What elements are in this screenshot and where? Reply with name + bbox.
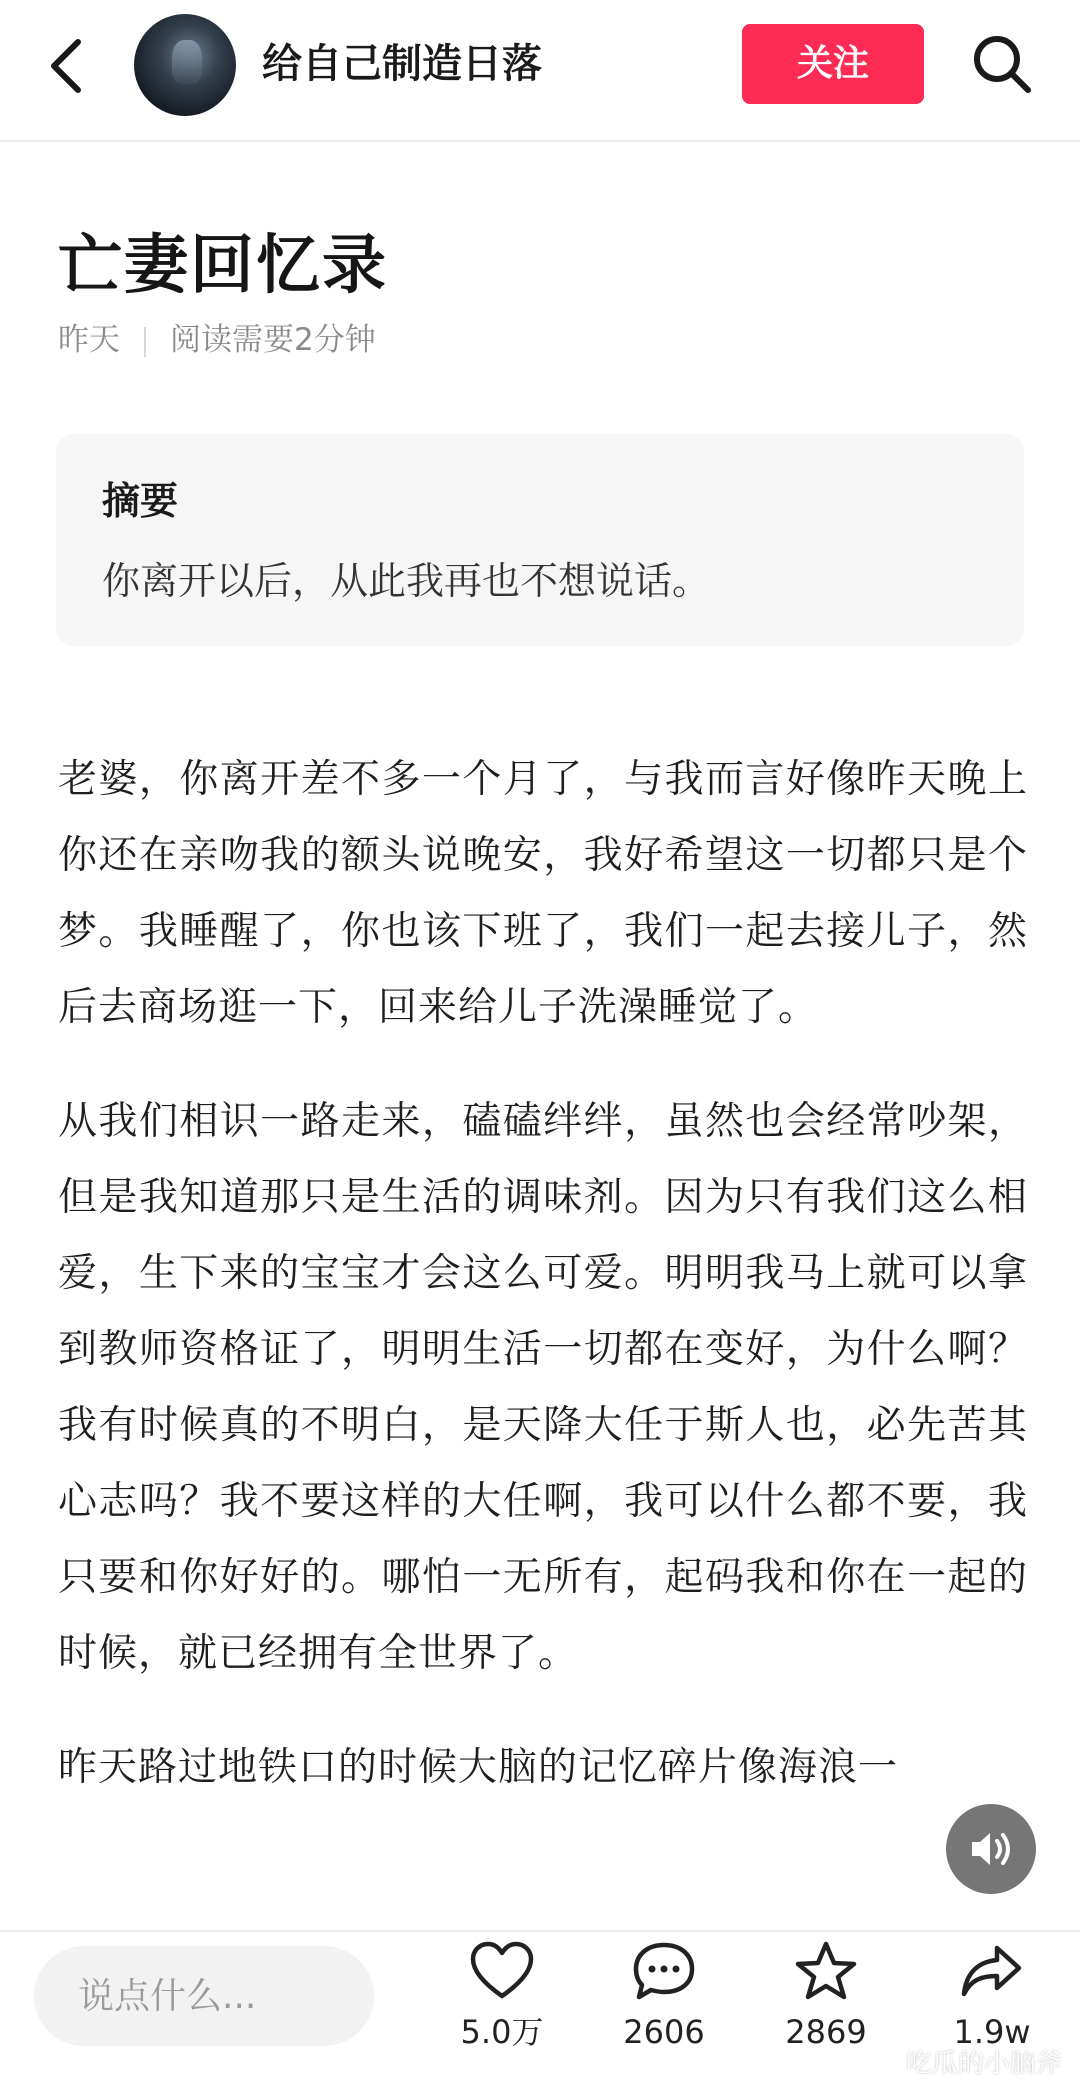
favorite-button[interactable] [761, 1940, 891, 2080]
watermark-text: 吃瓜的小脑斧 [905, 2049, 1062, 2079]
author-avatar[interactable] [134, 14, 236, 116]
summary-label: 摘要 [102, 479, 179, 523]
chevron-left-icon [44, 36, 92, 96]
like-count: 5.0万 [460, 2013, 544, 2051]
search-icon [968, 30, 1036, 98]
favorite-count: 2869 [785, 2013, 867, 2051]
article-body [58, 742, 1028, 1844]
meta-divider [144, 327, 146, 357]
star-icon [793, 1940, 859, 2002]
share-count: 1.9w [953, 2013, 1031, 2051]
read-time: 阅读需要2分钟 [170, 322, 376, 358]
comment-count: 2606 [623, 2013, 705, 2051]
bottom-action-bar [0, 1930, 1080, 2084]
comment-button[interactable] [599, 1940, 729, 2080]
article-title: 亡妻回忆录 [58, 229, 388, 303]
search-button[interactable] [968, 30, 1036, 98]
follow-button[interactable]: 关注 [742, 24, 924, 104]
like-button[interactable] [437, 1940, 567, 2080]
heart-icon [469, 1940, 535, 2002]
share-arrow-icon [959, 1940, 1025, 2002]
paragraph: 昨天路过地铁口的时候大脑的记忆碎片像海浪一 [58, 1745, 899, 1790]
audio-button[interactable] [946, 1804, 1036, 1894]
author-name[interactable]: 给自己制造日落 [262, 41, 542, 87]
paragraph: 老婆，你离开差不多一个月了，与我而言好像昨天晚上你还在亲吻我的额头说晚安，我好希望这一切都只是个梦。我睡醒了，你也该下班了，我们一起去接儿子，然后去商场逛一下，回来给儿子洗澡睡觉了。 [58, 757, 1028, 1030]
publish-date: 昨天 [58, 322, 120, 358]
summary-text: 你离开以后，从此我再也不想说话。 [102, 559, 711, 603]
comment-input[interactable] [34, 1946, 374, 2046]
comment-bubble-icon [631, 1940, 697, 2002]
article-meta [58, 318, 376, 362]
speaker-icon [946, 1804, 1036, 1894]
paragraph: 从我们相识一路走来，磕磕绊绊，虽然也会经常吵架，但是我知道那只是生活的调味剂。因为只有我们这么相爱，生下来的宝宝才会这么可爱。明明我马上就可以拿到教师资格证了，明明生活一切都在变好，为什么啊？我有时候真的不明白，是天降大任于斯人也，必先苦其心志吗？我不要这样的大任啊，我可以什么都不要，我只要和你好好的。哪怕一无所有，起码我和你在一起的时候，就已经拥有全世界了。 [58, 1099, 1028, 1676]
summary-card [56, 434, 1024, 646]
top-bar [0, 0, 1080, 142]
back-button[interactable] [44, 36, 92, 96]
